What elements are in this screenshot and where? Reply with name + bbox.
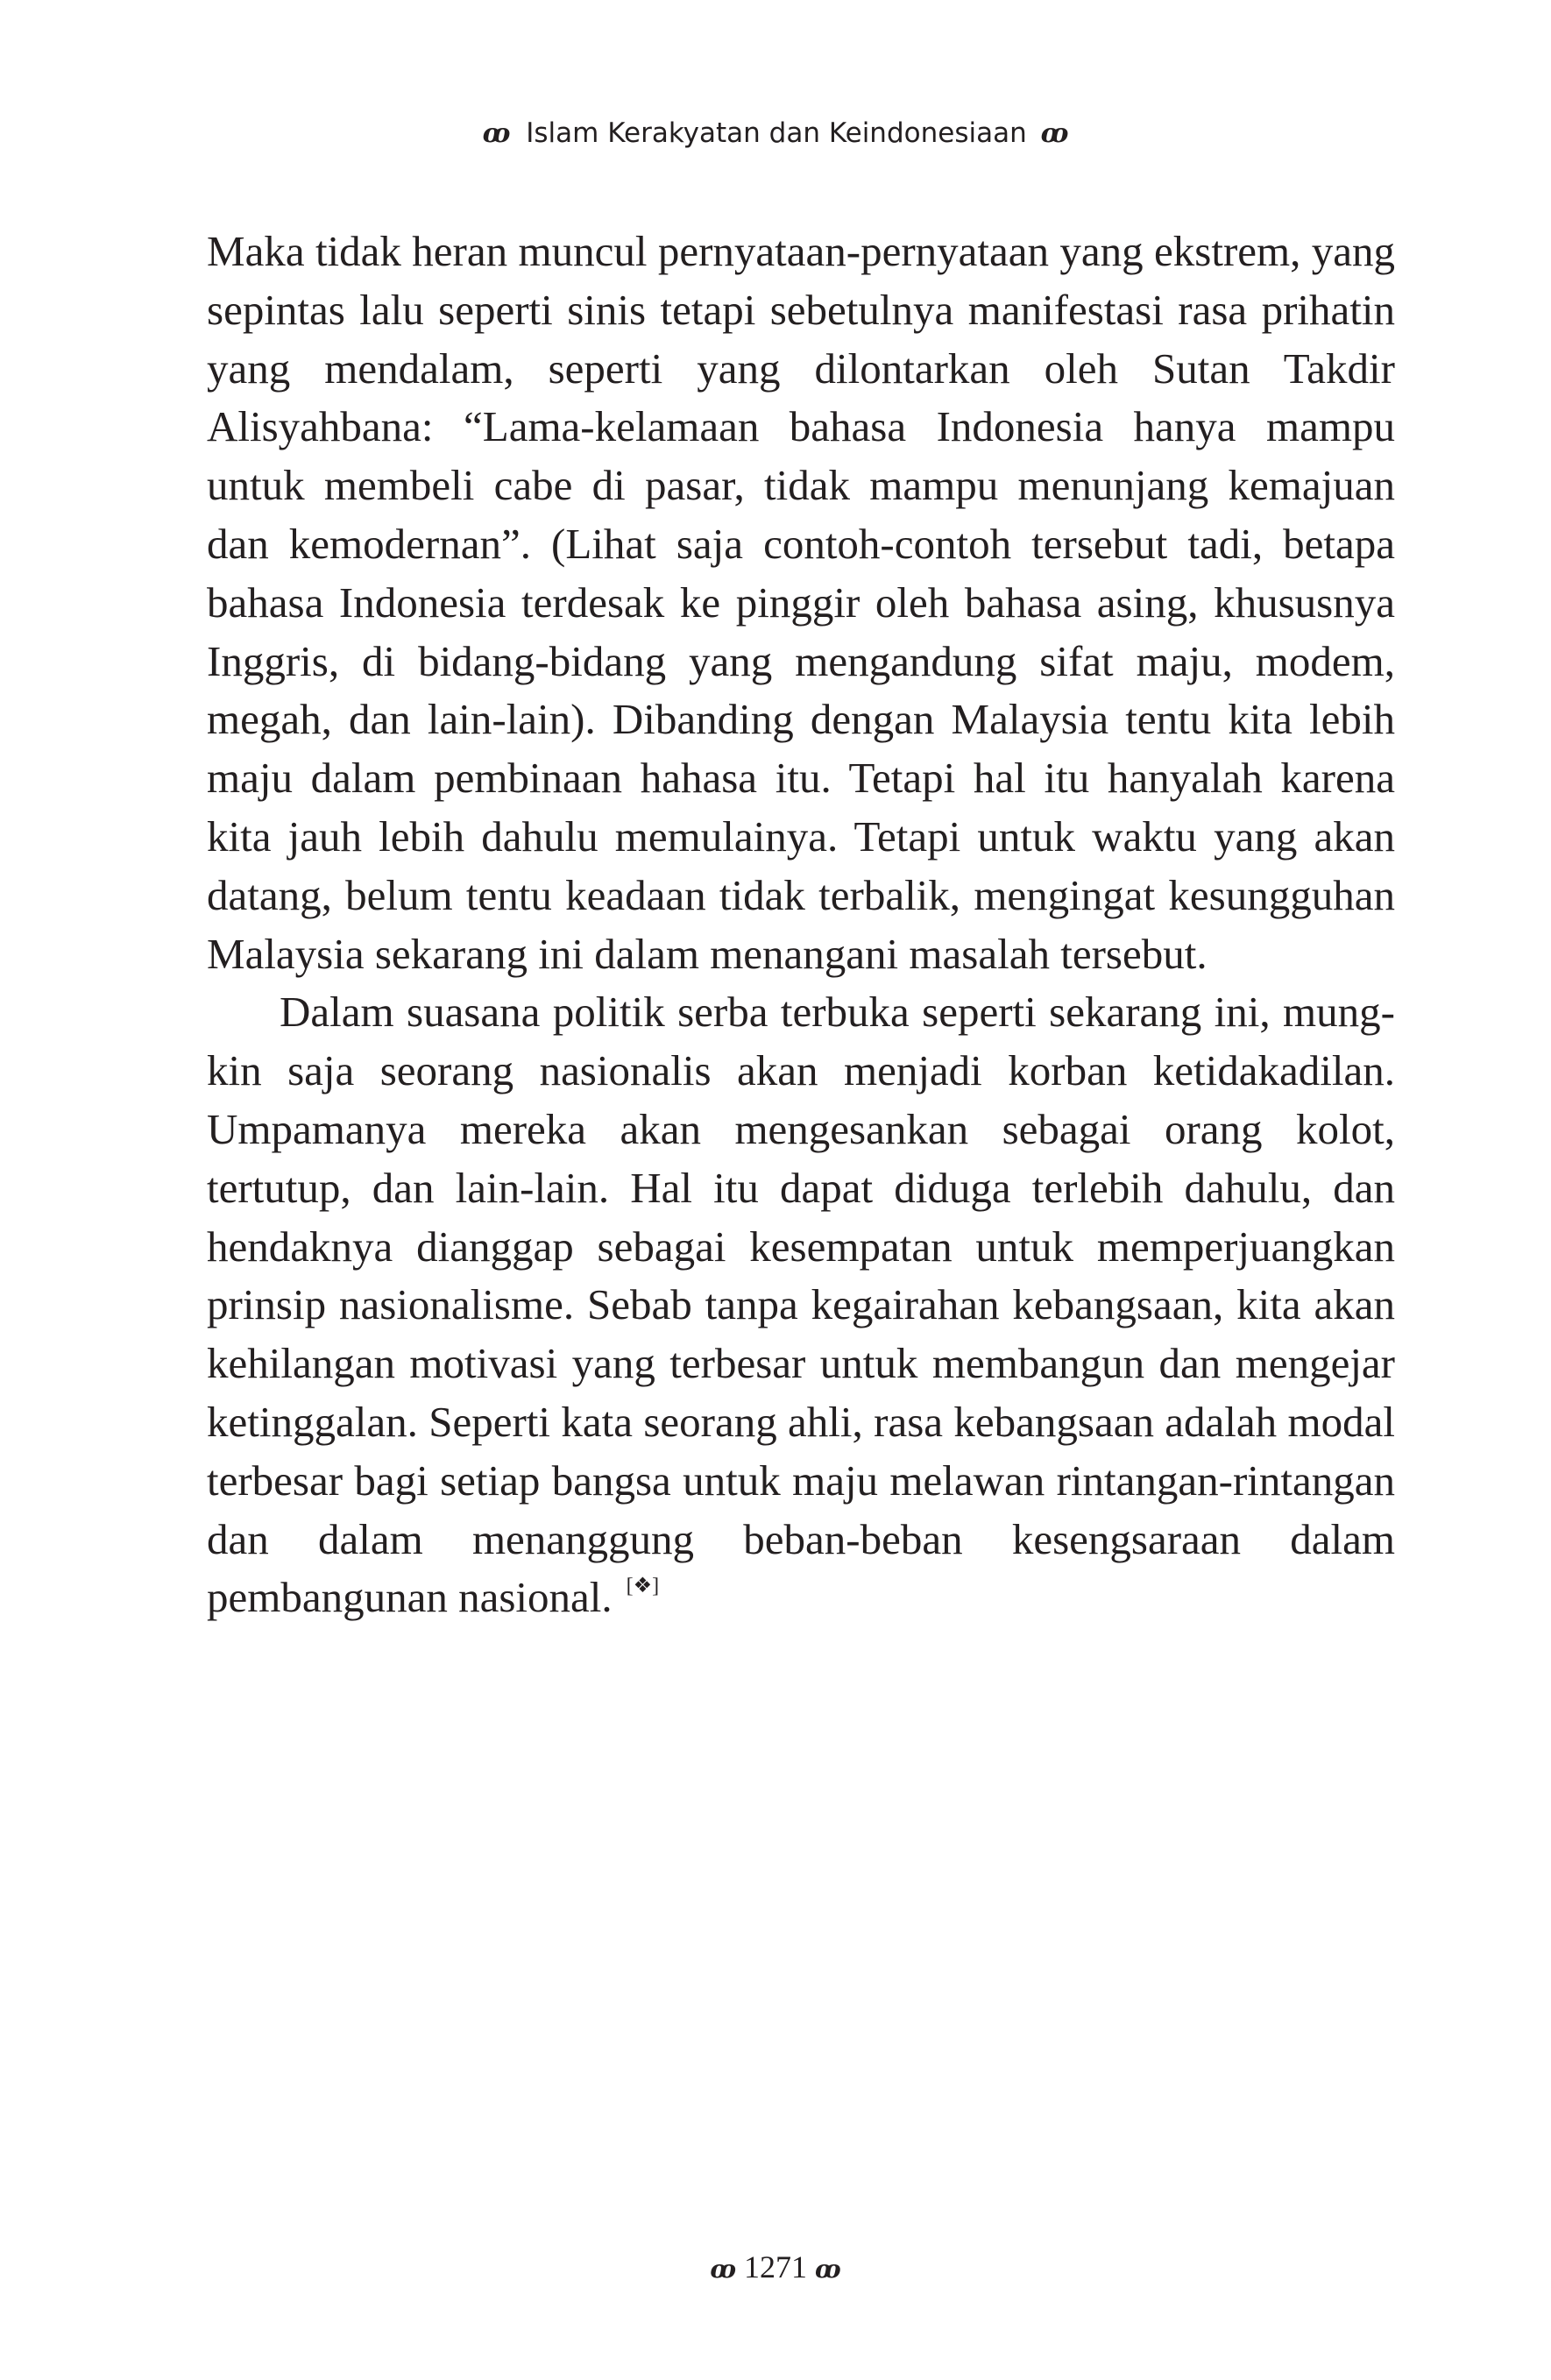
page-number: 1271 (744, 2249, 807, 2284)
running-header-title: Islam Kerakyatan dan Keindonesiaan (526, 117, 1027, 149)
body-text (207, 223, 1395, 1627)
paragraph-1: Maka tidak heran muncul pernyataan-pernyataan yang ekstrem, yang sepintas lalu seperti sinis tetapi sebetulnya manifestasi rasa prihatin yang mendalam, seperti yang dilontarkan oleh Sutan Takdir Alisyahbana: “Lama-kelamaan bahasa Indonesia hanya mampu untuk membeli cabe di pasar, tidak mampu menunjang kemajuan dan kemodernan”. (Lihat saja contoh-contoh tersebut tadi, betapa bahasa Indonesia terdesak ke pinggir oleh bahasa asing, khususnya Inggris, di bidang-bidang yang mengandung sifat maju, modem, megah, dan lain-lain). Dibanding dengan Malaysia tentu kita lebih maju dalam pembinaan hahasa itu. Tetapi hal itu hanyalah karena kita jauh lebih dahulu memulainya. Tetapi untuk waktu yang akan datang, belum tentu keadaan tidak terbalik, mengingat kesungguhan Malaysia sekarang ini dalam menangani masalah tersebut. (207, 227, 1395, 978)
footer-ornament-right-icon: ꝏ (815, 2255, 841, 2284)
footer-ornament-left-icon: ꝏ (710, 2255, 736, 2284)
paragraph-2-text: Dalam suasana politik serba terbuka seperti sekarang ini, mungkin saja seorang nasionalis akan menjadi korban ketidakadilan. Umpamanya mereka akan mengesankan sebagai orang kolot, tertutup, dan lain-lain. Hal itu dapat diduga terlebih dahulu, dan hendaknya dianggap sebagai kesempatan untuk memperjuangkan prinsip nasionalisme. Sebab tanpa kegairahan kebangsaan, kita akan kehilangan motivasi yang terbesar untuk membangun dan mengejar ketinggalan. Seperti kata seorang ahli, rasa kebangsaan adalah modal terbesar bagi setiap bangsa untuk maju melawan rintangan-rintangan dan dalam menanggung beban-beban kesengsaraan dalam pembangunan nasional. (207, 988, 1395, 1622)
end-mark-icon: [❖] (626, 1575, 660, 1598)
page-footer (0, 2248, 1551, 2289)
header-ornament-right-icon: ꝏ (1040, 118, 1069, 149)
paragraph-2 (207, 983, 1395, 1627)
header-ornament-left-icon: ꝏ (482, 118, 511, 149)
running-header (0, 114, 1551, 153)
